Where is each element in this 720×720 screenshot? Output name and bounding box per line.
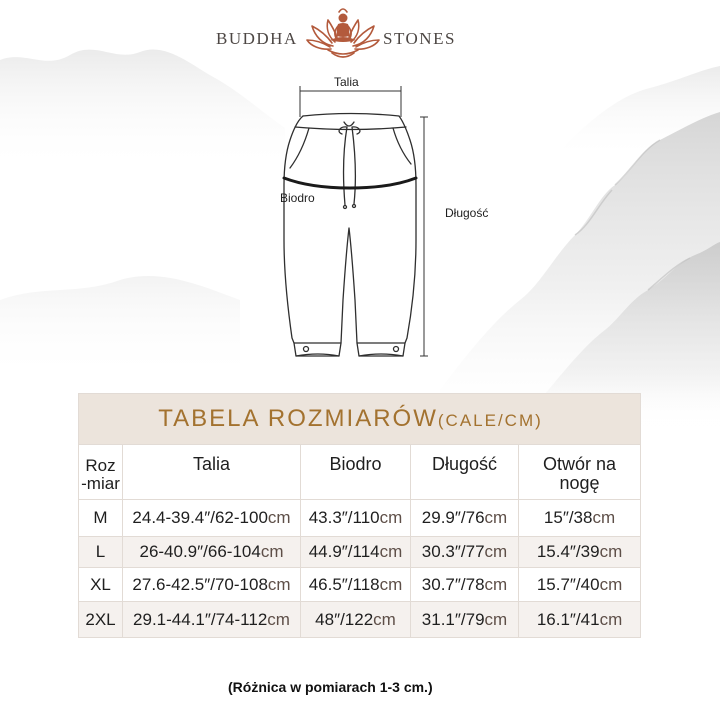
length-cell bbox=[411, 602, 519, 638]
header-leg-opening-text: Otwór na nogę bbox=[543, 454, 617, 493]
leg-opening-value: 15″/38 bbox=[543, 508, 593, 527]
waist-cell bbox=[123, 568, 301, 602]
waist-cell bbox=[123, 602, 301, 638]
leg-opening-value: 15.7″/40 bbox=[536, 574, 600, 594]
length-value: 30.7″/78 bbox=[421, 574, 485, 594]
length-cell bbox=[411, 500, 519, 537]
leg-opening-unit: cm bbox=[592, 508, 616, 527]
table-row bbox=[79, 602, 641, 638]
hip-unit: cm bbox=[379, 574, 403, 594]
table-row bbox=[79, 568, 641, 602]
waist-value: 29.1-44.1″/74-112 bbox=[133, 609, 268, 629]
brand-name-left: BUDDHA bbox=[216, 29, 298, 48]
leg-opening-value: 16.1″/41 bbox=[536, 609, 600, 629]
waist-value: 24.4-39.4″/62-100 bbox=[132, 508, 268, 527]
length-cell bbox=[411, 568, 519, 602]
leg-opening-cell bbox=[519, 500, 641, 537]
size-cell: M bbox=[79, 500, 123, 537]
size-chart-title bbox=[79, 394, 641, 445]
hip-cell bbox=[301, 500, 411, 537]
header-waist: Talia bbox=[123, 445, 301, 500]
waist-unit: cm bbox=[267, 574, 291, 594]
table-title-row bbox=[79, 394, 641, 445]
waist-value: 27.6-42.5″/70-108 bbox=[132, 574, 268, 594]
header-length: Długość bbox=[411, 445, 519, 500]
waist-measure-line bbox=[300, 86, 401, 117]
length-value: 30.3″/77 bbox=[421, 542, 485, 561]
leg-opening-value: 15.4″/39 bbox=[536, 542, 600, 561]
hip-value: 46.5″/118 bbox=[308, 574, 380, 594]
hip-unit: cm bbox=[373, 609, 396, 629]
drawstring-end-right bbox=[353, 205, 356, 208]
hip-unit: cm bbox=[379, 508, 403, 527]
size-chart-title-text: TABELA ROZMIARÓW bbox=[158, 405, 438, 432]
header-hip: Biodro bbox=[301, 445, 411, 500]
length-cell bbox=[411, 537, 519, 568]
header-size bbox=[79, 445, 123, 500]
leg-opening-unit: cm bbox=[599, 609, 623, 629]
drawstring-end-left bbox=[344, 206, 347, 209]
table-row bbox=[79, 500, 641, 537]
leg-opening-unit: cm bbox=[599, 542, 623, 561]
leg-opening-cell bbox=[519, 568, 641, 602]
waist-unit: cm bbox=[260, 542, 284, 561]
waist-cell bbox=[123, 500, 301, 537]
size-chart-table bbox=[78, 393, 641, 638]
hip-cell bbox=[301, 602, 411, 638]
waist-unit: cm bbox=[267, 508, 291, 527]
hip-value: 43.3″/110 bbox=[308, 508, 380, 527]
cuff-button-left bbox=[304, 347, 309, 352]
length-measure-line bbox=[420, 117, 428, 356]
waist-label: Talia bbox=[334, 75, 359, 89]
waistband-bottom bbox=[295, 127, 406, 130]
hip-label: Biodro bbox=[280, 191, 315, 205]
size-cell: 2XL bbox=[79, 602, 123, 638]
cuff-button-right bbox=[394, 347, 399, 352]
pants-outline bbox=[284, 116, 416, 356]
header-size-line-2: -miar bbox=[81, 474, 120, 493]
hip-measure-line bbox=[284, 178, 416, 188]
length-value: 31.1″/79 bbox=[421, 609, 485, 629]
waist-value: 26-40.9″/66-104 bbox=[139, 542, 261, 561]
header-leg-opening bbox=[519, 445, 641, 500]
hip-cell bbox=[301, 568, 411, 602]
size-chart-title-unit: (CALE/CM) bbox=[437, 411, 543, 430]
table-row bbox=[79, 537, 641, 568]
hip-value: 44.9″/114 bbox=[308, 542, 380, 561]
leg-opening-cell bbox=[519, 537, 641, 568]
header-size-line-1: Roz bbox=[85, 456, 116, 475]
length-unit: cm bbox=[484, 609, 508, 629]
length-unit: cm bbox=[484, 508, 508, 527]
leg-opening-cell bbox=[519, 602, 641, 638]
leg-cuff-left bbox=[294, 343, 341, 356]
pocket-left bbox=[290, 128, 309, 168]
drawstring bbox=[339, 122, 360, 205]
measurement-tolerance-note: (Różnica w pomiarach 1-3 cm.) bbox=[228, 679, 433, 695]
leg-opening-unit: cm bbox=[599, 574, 623, 594]
hip-unit: cm bbox=[379, 542, 403, 561]
waist-cell bbox=[123, 537, 301, 568]
hip-value: 48″/122 bbox=[315, 609, 374, 629]
brand-name-right: STONES bbox=[383, 29, 456, 48]
size-cell: XL bbox=[79, 568, 123, 602]
length-unit: cm bbox=[484, 574, 508, 594]
length-value: 29.9″/76 bbox=[421, 508, 485, 527]
pants-outline-icon bbox=[284, 114, 416, 357]
table-header-row bbox=[79, 445, 641, 500]
size-cell: L bbox=[79, 537, 123, 568]
waist-unit: cm bbox=[267, 609, 290, 629]
length-label: Długość bbox=[445, 206, 489, 220]
waistband-top bbox=[303, 114, 399, 117]
length-unit: cm bbox=[484, 542, 508, 561]
hip-cell bbox=[301, 537, 411, 568]
